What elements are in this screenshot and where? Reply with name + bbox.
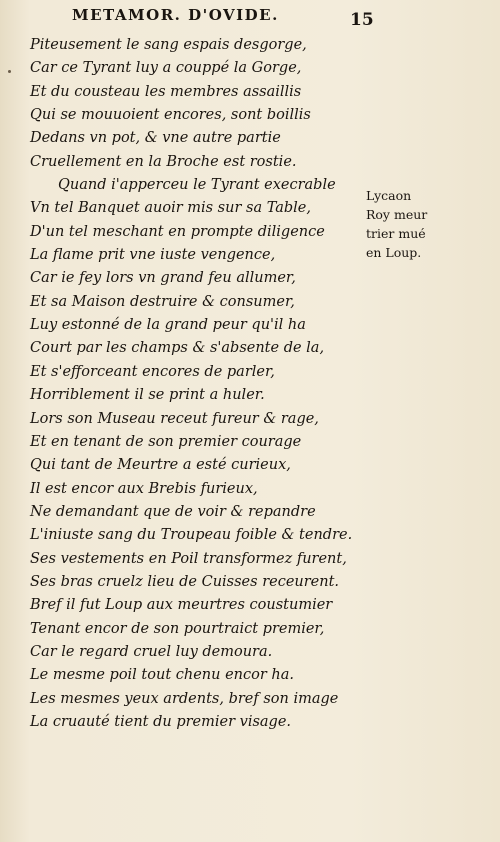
page-header [0,4,500,34]
verse-line: Luy estonné de la grand peur qu'il ha [30,317,306,334]
verse-line: Horriblement il se print a huler. [30,387,265,404]
verse-line: Vn tel Banquet auoir mis sur sa Table, [30,200,311,217]
verse-line: Bref il fut Loup aux meurtres coustumier [30,597,333,614]
verse-line: L'iniuste sang du Troupeau foible & tendre. [30,527,353,544]
running-head: METAMOR. D'OVIDE. [72,6,279,24]
ink-spot [8,70,11,73]
verse-line: Et du cousteau les membres assaillis [30,83,302,100]
verse-line: D'un tel meschant en prompte diligence [30,223,325,240]
marginal-note-line: Roy meur [366,207,428,222]
verse-line: Et s'efforceant encores de parler, [30,363,275,380]
verse-line: La flame prit vne iuste vengence, [30,247,276,264]
verse-line: Piteusement le sang espais desgorge, [30,37,307,53]
verse-line: Quand i'apperceu le Tyrant execrable [58,177,336,194]
verse-line: La cruauté tient du premier visage. [30,713,292,730]
verse-line: Ne demandant que de voir & repandre [30,503,316,520]
verse-line: Ses bras cruelz lieu de Cuisses receurent. [30,573,340,590]
verse-line: Car ce Tyrant luy a couppé la Gorge, [30,60,302,77]
verse-line: Qui tant de Meurtre a esté curieux, [30,457,291,474]
marginal-note-line: trier mué [366,226,426,241]
page-number: 15 [350,10,374,30]
verse-line: Qui se mouuoient encores, sont boillis [30,107,311,124]
verse-line: Le mesme poil tout chenu encor ha. [30,667,294,684]
verse-line: Tenant encor de son pourtraict premier, [30,620,325,637]
verse-line: Dedans vn pot, & vne autre partie [30,130,281,147]
verse-line: Cruellement en la Broche est rostie. [30,153,297,170]
verse-block [30,34,360,734]
verse-line: Ses vestements en Poil transformez furent, [30,550,347,567]
verse-line: Car le regard cruel luy demoura. [30,643,273,660]
verse-line: Car ie fey lors vn grand feu allumer, [30,270,296,287]
marginal-note-line: en Loup. [366,245,422,260]
verse-line: Court par les champs & s'absente de la, [30,340,325,357]
marginal-note [366,186,446,262]
verse-line: Les mesmes yeux ardents, bref son image [30,690,339,707]
verse-line: Et sa Maison destruire & consumer, [30,293,295,310]
marginal-note-line: Lycaon [366,188,412,203]
verse-line: Et en tenant de son premier courage [30,433,302,450]
verse-line: Il est encor aux Brebis furieux, [30,480,258,497]
verse-line: Lors son Museau receut fureur & rage, [30,410,319,427]
